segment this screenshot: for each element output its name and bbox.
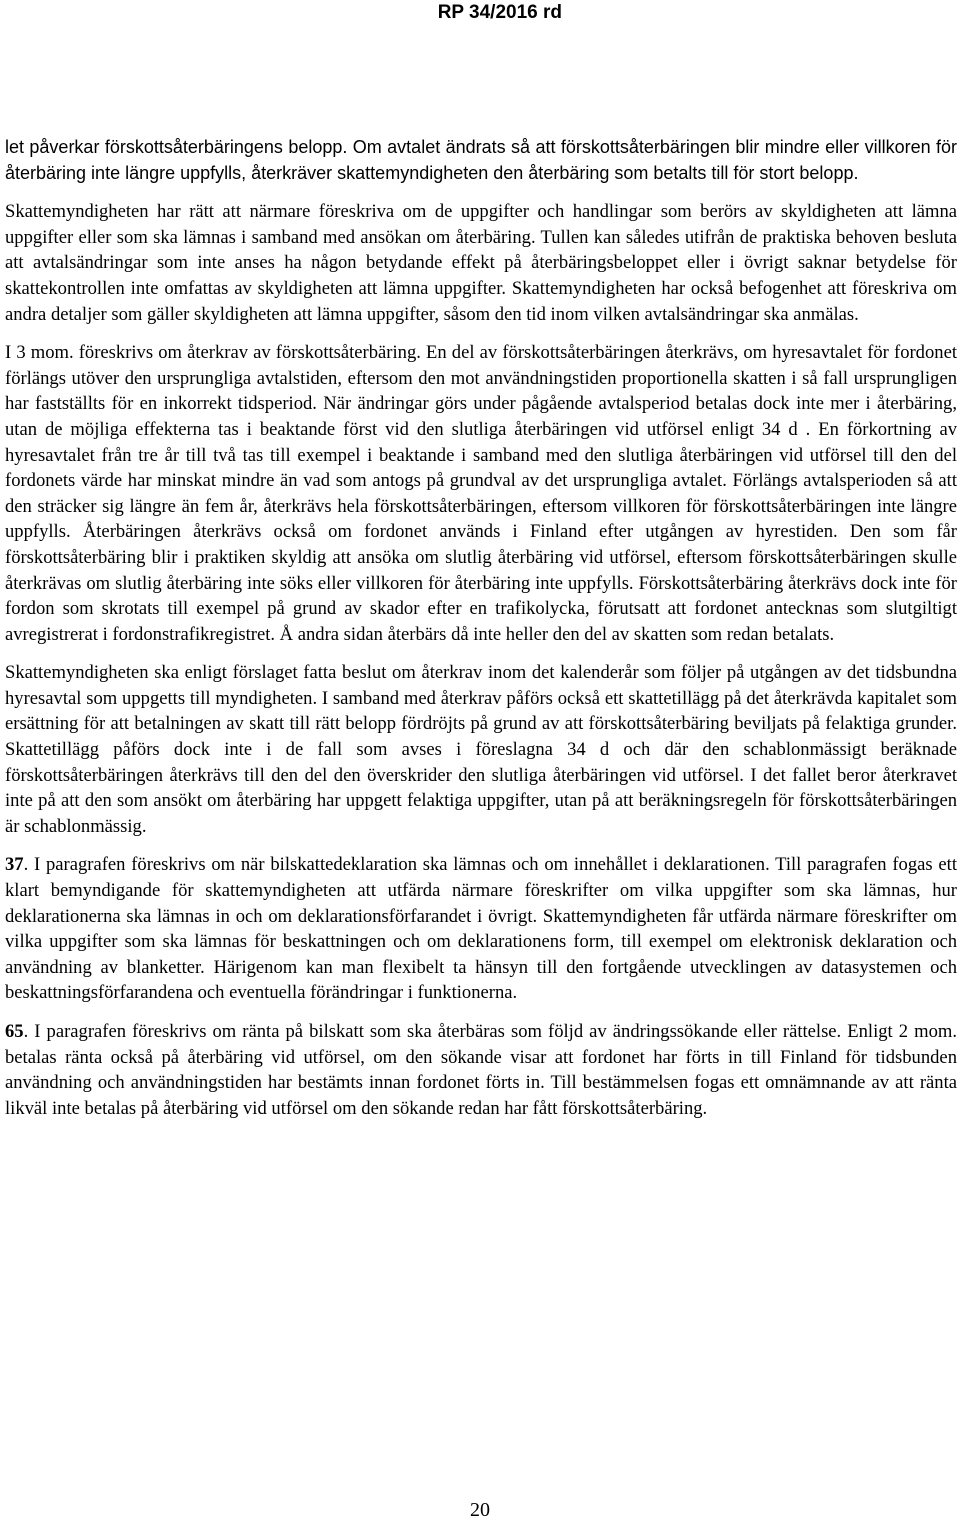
paragraph-1: let påverkar förskottsåterbäringens belopp. Om avtalet ändrats så att förskottsåterbäringen blir mindre eller villkoren för återbäring inte längre uppfylls, återkräver skattemyndigheten den återbäring som betalts till för stort belopp. [5,137,957,183]
paragraph-5 [5,852,957,1006]
paragraph-3: I 3 mom. föreskrivs om återkrav av förskottsåterbäring. En del av förskottsåterbäringen återkrävs, om hyresavtalet för fordonet förlängs utöver den ursprungliga avtalstiden, eftersom den mot användningstiden proportionella skatten i så fall ursprungligen har fastställts för en inkorrekt tidsperiod. När ändringar görs under pågående avtalsperiod betalas dock inte mer i återbäring, utan de möjliga effekterna tas i beaktande först vid den slutliga återbäringen vid utförsel enligt 34 d . En förkortning av hyresavtalet från tre år till två tas till exempel i beaktande i samband med den slutliga återbäringen vid utförsel till den del fordonets värde har minskat mindre än vad som antogs på grundval av det ursprungliga avtalet. Förlängs avtalsperioden så att den sträcker sig längre än fem år, återkrävs hela förskottsåterbäringen, eftersom villkoren för förskottsåterbäringen inte längre uppfylls. Återbäringen återkrävs också om fordonet används i Finland efter utgången av hyrestiden. Den som får förskottsåterbäring blir i praktiken skyldig att ansöka om slutlig återbäring vid utförsel, eftersom förskottsåterbäringen skulle återkrävas om slutlig återbäring inte söks eller villkoren för återbäring inte uppfylls. Förskottsåterbäring återkrävs dock inte för fordon som skrotats till exempel på grund av skador efter en trafikolycka, förutsatt att fordonet antecknas som slutgiltigt avregistrerat i fordonstrafikregistret. Å andra sidan återbärs då inte heller den del av skatten som redan betalats. [5,342,957,645]
paragraph-text: . I paragrafen föreskrivs om ränta på bilskatt som ska återbäras som följd av ändringssökande eller rättelse. Enligt 2 mom. betalas ränta också på återbäring vid utförsel, om den sökande visar att fordonet har förts in till Finland för tidsbunden användning och användningstiden har bestämts innan fordonet förts in. Till bestämmelsen fogas ett omnämnande av att ränta likväl inte betalas på återbäring vid utförsel om den sökande redan har fått förskottsåterbäring. [5,1021,957,1119]
paragraph-2: Skattemyndigheten har rätt att närmare föreskriva om de uppgifter och handlingar som berörs av skyldigheten att lämna uppgifter eller som ska lämnas i samband med ansökan om återbäring. Tullen kan således utifrån de praktiska behoven besluta att avtalsändringar som inte anses ha någon betydande effekt på återbäringsbeloppet eller i övrigt saknar betydelse för skattekontrollen inte omfattas av skyldigheten att lämna uppgifter. Skattemyndigheten har också befogenhet att föreskriva om andra detaljer som gäller skyldigheten att lämna uppgifter, såsom den tid inom vilken avtalsändringar ska anmälas. [5,201,957,325]
paragraph-4: Skattemyndigheten ska enligt förslaget fatta beslut om återkrav inom det kalenderår som följer på utgången av det tidsbundna hyresavtal som uppgetts till myndigheten. I samband med återkrav påförs också ett skattetillägg på det återkrävda kapitalet som ersättning för att betalningen av skatt till rätt belopp fördröjts på grund av att förskottsåterbäring beviljats på felaktiga grunder. Skattetillägg påförs dock inte i de fall som avses i föreslagna 34 d och där den schablonmässigt beräknade förskottsåterbäringen återkrävs till den del den överskrider den slutliga återbäringen vid utförsel. I det fallet beror återkravet inte på att den som ansökt om återbäring har uppgett felaktiga uppgifter, utan på att beräkningsregeln för förskottsåterbäringen är schablonmässig. [5,662,957,837]
section-number: 65 [5,1021,24,1042]
document-reference: RP 34/2016 rd [437,2,562,23]
paragraph-text: . I paragrafen föreskrivs om när bilskattedeklaration ska lämnas och om innehållet i deklarationen. Till paragrafen fogas ett klart bemyndigande för skattemyndigheten att utfärda närmare föreskrifter om vilka uppgifter som ska lämnas, hur deklarationerna ska lämnas in och om deklarationsförfarandet i övrigt. Skattemyndigheten får utfärda närmare föreskrifter om vilka uppgifter som ska lämnas för beskattningen och om deklarationens form, till exempel om elektronisk deklaration och användning av blanketter. Härigenom kan man flexibelt ta hänsyn till den fortgående utvecklingen av datasystemen och beskattningsförfarandena och eventuella förändringar i funktionerna. [5,854,957,1004]
page-number: 20 [470,1499,490,1521]
section-number: 37 [5,854,24,876]
paragraph-6 [5,1019,957,1121]
document-body [5,135,957,1121]
